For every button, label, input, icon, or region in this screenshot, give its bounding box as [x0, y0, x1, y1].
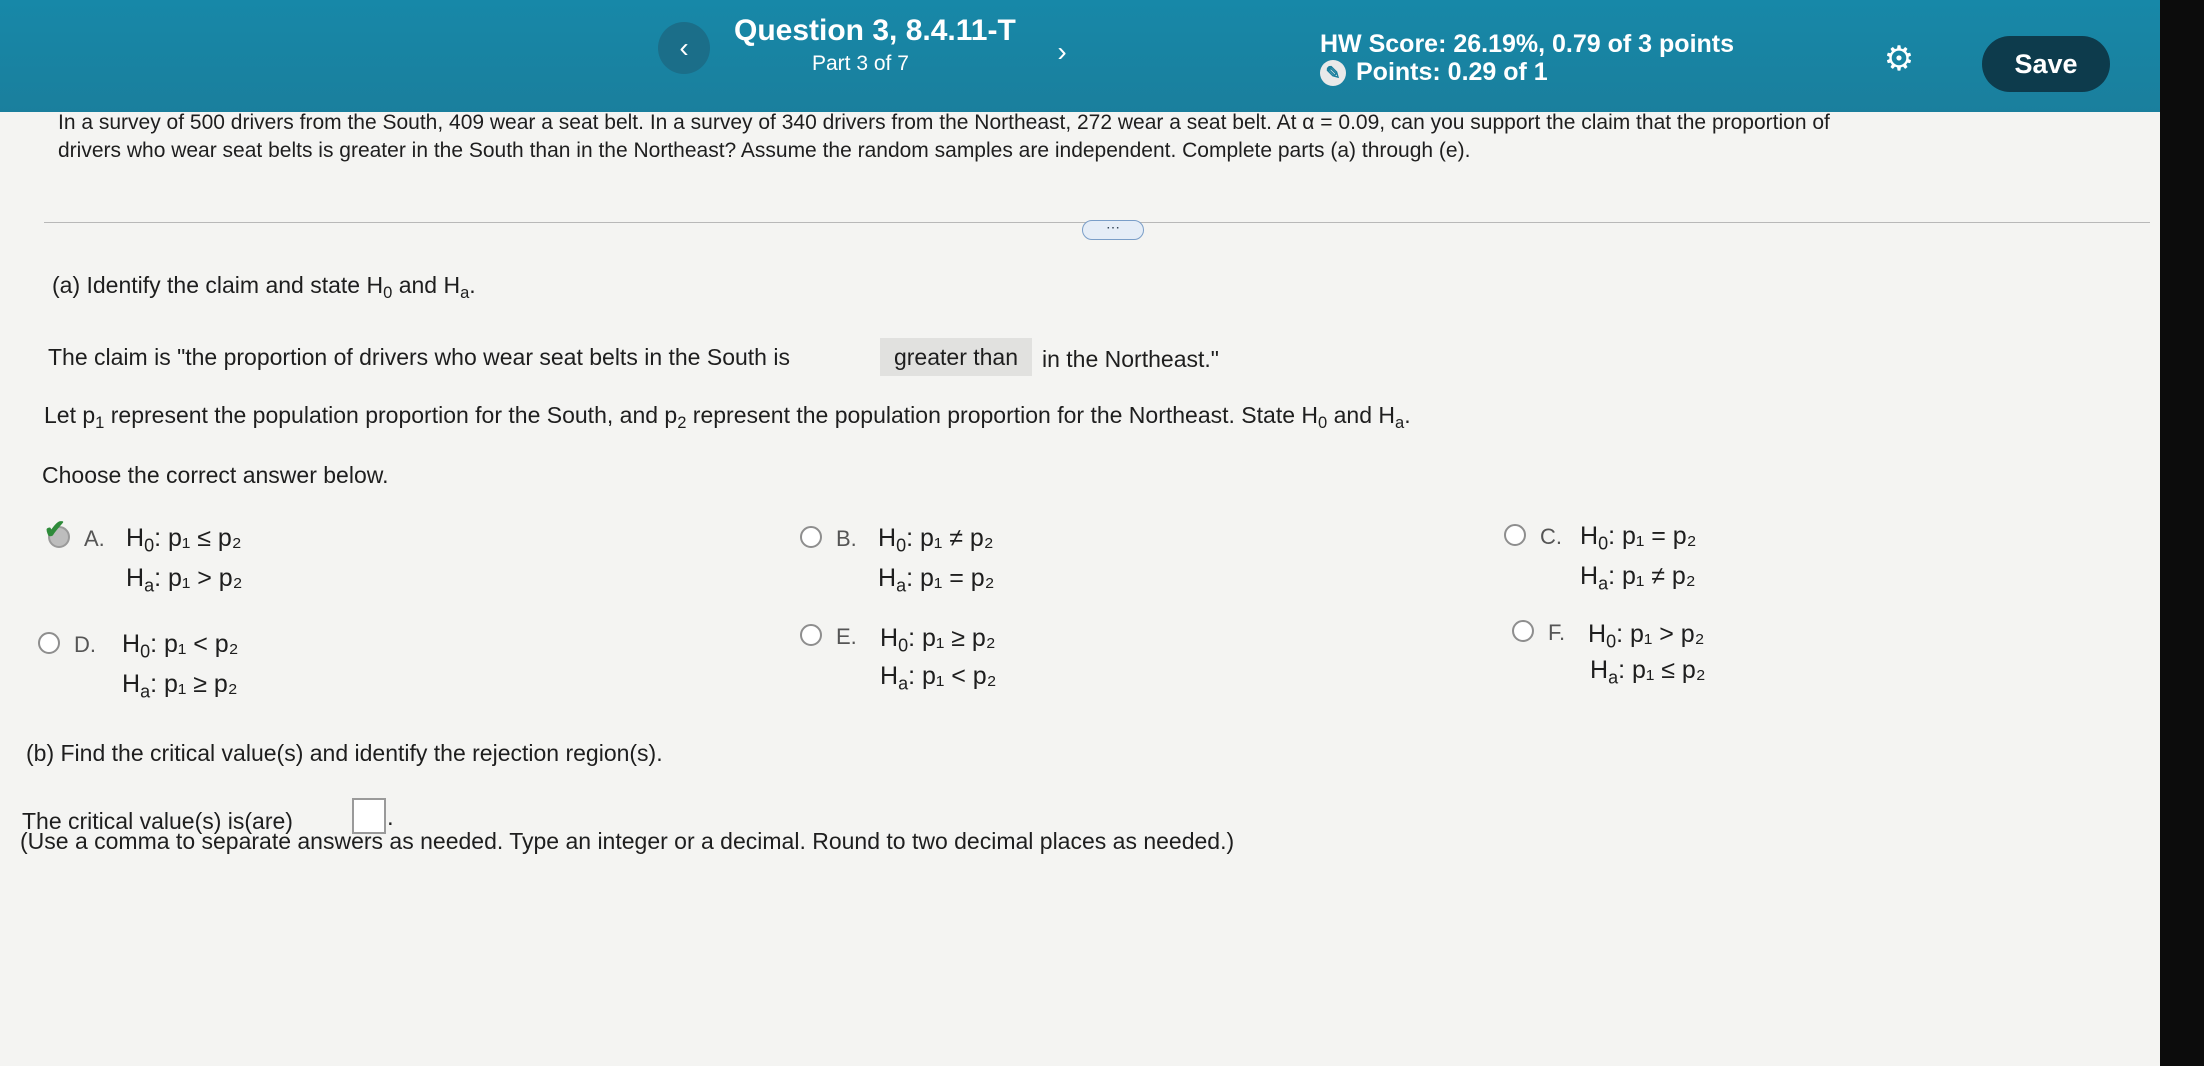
option-b-letter: B.	[836, 526, 857, 551]
option-c-radio[interactable]	[1504, 524, 1526, 546]
option-a-letter: A.	[84, 526, 105, 551]
hw-score: HW Score: 26.19%, 0.79 of 3 points	[1320, 30, 1735, 58]
option-c-letter: C.	[1540, 524, 1562, 549]
option-a-ha[interactable]: $H_a$: p₁ > p₂	[126, 564, 243, 596]
option-e-letter: E.	[836, 624, 857, 649]
option-f-ha[interactable]: $H_a$: p₁ ≤ p₂	[1590, 656, 1706, 688]
points-text: Points: 0.29 of 1	[1356, 58, 1548, 86]
option-d-radio[interactable]	[38, 632, 60, 654]
option-e-ha[interactable]: $H_a$: p₁ < p₂	[880, 662, 997, 694]
gear-icon[interactable]: ⚙	[1883, 40, 1915, 78]
option-c-h0[interactable]: $H_0$: p₁ = p₂	[1580, 522, 1697, 554]
previous-question-button[interactable]: ‹	[658, 22, 710, 74]
option-a-h0[interactable]: $H_0$: p₁ ≤ p₂	[126, 524, 242, 556]
option-d-h0[interactable]: $H_0$: p₁ < p₂	[122, 630, 239, 662]
top-bar	[0, 0, 2160, 112]
option-c-ha[interactable]: $H_a$: p₁ ≠ p₂	[1580, 562, 1696, 594]
question-title: Question 3, 8.4.11-T	[734, 14, 1016, 47]
critical-value-period: .	[387, 804, 394, 831]
more-options-button[interactable]: ⋯	[1082, 220, 1144, 240]
claim-prefix: The claim is "the proportion of drivers who wear seat belts in the South is	[48, 344, 790, 370]
part-a-heading: (a) Identify the claim and state $H_0$ and $H_a$.	[52, 272, 476, 302]
option-b-radio[interactable]	[800, 526, 822, 548]
partial-credit-icon: ✎	[1320, 60, 1346, 86]
check-icon: ✔	[44, 514, 66, 544]
option-f-radio[interactable]	[1512, 620, 1534, 642]
option-d-letter: D.	[74, 632, 96, 657]
option-b-ha[interactable]: $H_a$: p₁ = p₂	[878, 564, 995, 596]
question-part: Part 3 of 7	[812, 52, 909, 75]
option-e-radio[interactable]	[800, 624, 822, 646]
choose-instruction: Choose the correct answer below.	[42, 462, 389, 488]
next-question-button[interactable]: ›	[1057, 36, 1067, 67]
critical-value-label: The critical value(s) is(are)	[22, 808, 293, 834]
part-b-heading: (b) Find the critical value(s) and identify the rejection region(s).	[26, 740, 663, 766]
let-statement: Let $p_1$ represent the population proportion for the South, and $p_2$ represent the population proportion for the Northeast. State $H_0$ and $H_a$.	[44, 402, 1411, 432]
problem-text-line-2: drivers who wear seat belts is greater in the South than in the Northeast? Assume the random samples are independent. Complete parts (a) through (e).	[58, 139, 1471, 162]
option-d-ha[interactable]: $H_a$: p₁ ≥ p₂	[122, 670, 238, 702]
claim-dropdown[interactable]: greater than	[880, 338, 1032, 376]
part-b-instruction: (Use a comma to separate answers as needed. Type an integer or a decimal. Round to two decimal places as needed.)	[20, 828, 1235, 854]
claim-suffix: in the Northeast."	[1042, 346, 1219, 372]
option-b-h0[interactable]: $H_0$: p₁ ≠ p₂	[878, 524, 994, 556]
option-f-letter: F.	[1548, 620, 1566, 645]
points-status	[1320, 58, 1548, 87]
option-f-h0[interactable]: $H_0$: p₁ > p₂	[1588, 620, 1705, 652]
save-button[interactable]: Save	[1982, 36, 2110, 92]
option-e-h0[interactable]: $H_0$: p₁ ≥ p₂	[880, 624, 996, 656]
screen-edge	[2160, 0, 2204, 1066]
problem-text-line-1: In a survey of 500 drivers from the South, 409 wear a seat belt. In a survey of 340 drivers from the Northeast, 272 wear a seat belt. At α = 0.09, can you support the claim that the proportion of	[58, 111, 1830, 134]
